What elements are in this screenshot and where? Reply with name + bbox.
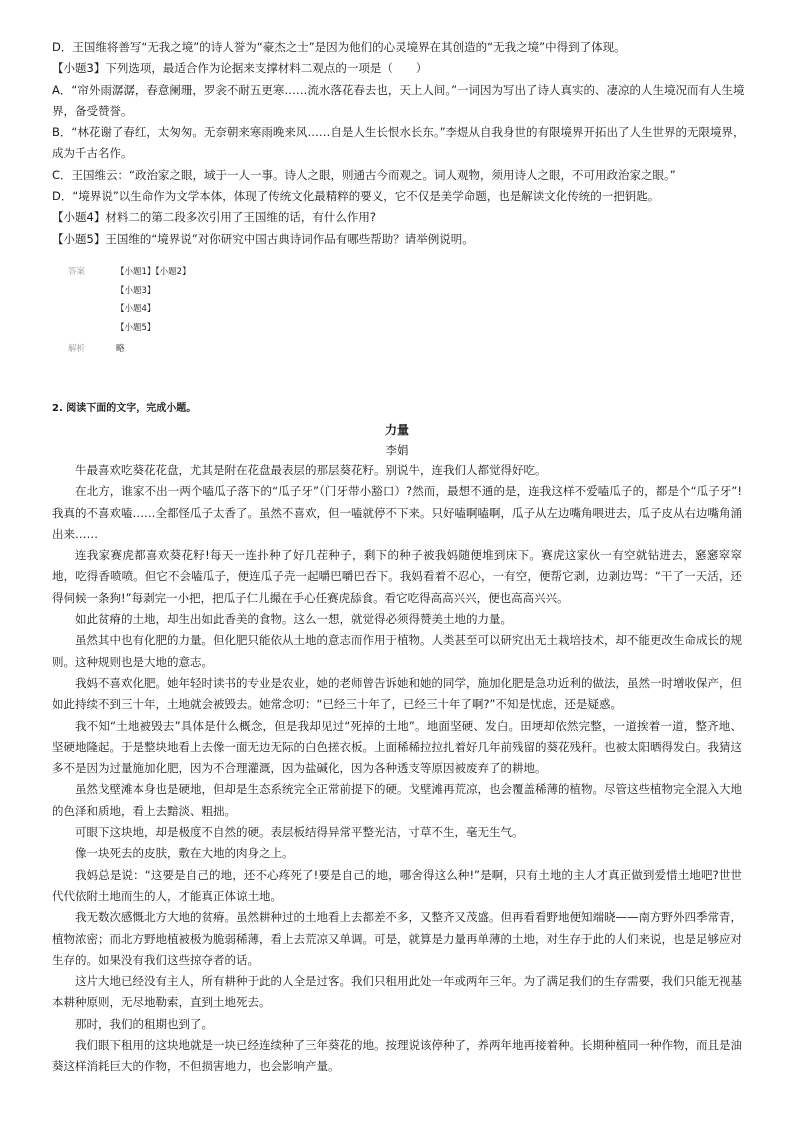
article-author: 李娟 bbox=[385, 443, 409, 457]
question-2-heading: 2. 阅读下面的文字，完成小题。 bbox=[52, 403, 197, 414]
option-c: C．王国维云：“政治家之眼，域于一人一事。诗人之眼，则通古今而观之。词人观物，须用诗人之眼，不可用政治家之眼。” bbox=[52, 167, 676, 182]
paragraph: 像一块死去的皮肤，敷在大地的肉身之上。 bbox=[75, 846, 294, 861]
paragraph: 我妈不喜欢化肥。她年轻时读书的专业是农业，她的老师曾告诉她和她的同学，施加化肥是急功近利的做法，虽然一时增收保产，但如此持续不到三十年，土地就会被毁去。她常念叨：“已经三十年了，已经三十年了啊?”不知是忧虑，还是疑惑。 bbox=[52, 675, 742, 712]
article-title: 力量 bbox=[384, 423, 409, 437]
question-options-block bbox=[52, 37, 752, 250]
paragraph: 连我家赛虎都喜欢葵花籽!每天一连扑种了好几茬种子，剩下的种子被我妈随便堆到床下。赛虎这家伙一有空就钻进去，窸窸窣窣地，吃得香喷喷。但它不会嗑瓜子，便连瓜子壳一起嚼巴嚼巴吞下。我妈看着不忍心，一有空，便帮它剥，边剥边骂：“干了一天活，还得伺候一条狗!”每剥完一小把，把瓜子仁儿撮在手心任赛虎舔食。看它吃得高高兴兴，便也高高兴兴。 bbox=[52, 548, 742, 605]
answer-row: 【小题4】 bbox=[116, 304, 156, 315]
option-a: A．“帘外雨潺潺，春意阑珊，罗衾不耐五更寒……流水落花春去也，天上人间。”一词因为写出了诗人真实的、凄凉的人生境况而有人生境界，备受赞誉。 bbox=[52, 82, 745, 118]
answer-row: 【小题3】 bbox=[116, 285, 156, 296]
answer-label: 答案 bbox=[68, 267, 86, 277]
answer-block bbox=[68, 263, 191, 359]
answer-row: 【小题5】 bbox=[116, 322, 156, 333]
option-d-q2: D．王国维将善写“无我之境”的诗人誉为“豪杰之士”是因为他们的心灵境界在其创造的“无我之境”中得到了体现。 bbox=[52, 40, 626, 54]
paragraph: 可眼下这块地，却是极度不自然的硬。表层板结得异常平整光洁，寸草不生，毫无生气。 bbox=[75, 825, 524, 840]
question-4: 【小题4】材料二的第二段多次引用了王国维的话，有什么作用? bbox=[52, 210, 376, 225]
analysis-value: 略 bbox=[116, 344, 125, 355]
question-3-stem: 【小题3】下列选项，最适合作为论据来支撑材料二观点的一项是（ ） bbox=[52, 61, 428, 76]
paragraph: 牛最喜欢吃葵花花盘，尤其是附在花盘最表层的那层葵花籽。别说牛，连我们人都觉得好吃。 bbox=[75, 463, 547, 477]
question-5: 【小题5】王国维的“境界说”对你研究中国古典诗词作品有哪些帮助？请举例说明。 bbox=[52, 231, 474, 246]
answer-row: 【小题1】【小题2】 bbox=[116, 267, 191, 277]
paragraph: 我妈总是说：“这要是自己的地，还不心疼死了!要是自己的地，哪舍得这么种!”是啊，只有土地的主人才真正做到爱惜土地吧?世世代代依附土地而生的人，才能真正体谅土地。 bbox=[52, 867, 742, 903]
paragraph: 我们眼下租用的这块地就是一块已经连续种了三年葵花的地。按理说该停种了，养两年地再接着种。长期种植同一种作物，而且是油葵这样消耗巨大的作物，不但损害地力，也会影响产量。 bbox=[52, 1038, 742, 1074]
paragraph: 我不知“土地被毁去”具体是什么概念，但是我却见过“死掉的土地”。地面坚硬、发白。田埂却依然完整，一道挨着一道，整齐地、坚硬地隆起。于是整块地看上去像一面无边无际的白色搓衣板。上面稀稀拉拉扎着好几年前残留的葵花残秆。也被太阳晒得发白。我猜这多不是因为过量施加化肥，因为不合理灌溉，因为盐碱化，因为各种透支等原因被废弃了的耕地。 bbox=[52, 718, 742, 776]
option-b: B．“林花谢了春红，太匆匆。无奈朝来寒雨晚来风……自是人生长恨水长东。”李煜从自我身世的有限境界开拓出了人生世界的无限境界，成为千古名作。 bbox=[52, 125, 745, 161]
article-body bbox=[52, 460, 742, 1078]
paragraph: 我无数次感慨北方大地的贫瘠。虽然耕种过的土地看上去都差不多，又整齐又茂盛。但再看看野地便知端晓——南方野外四季常青，植物浓密；而北方野地植被极为脆弱稀薄，看上去荒凉又单调。可是，就算是力量再单薄的土地，对生存于此的人们来说，也是足够应对生存的。如果没有我们这些掠夺者的话。 bbox=[52, 910, 742, 967]
paragraph: 虽然戈壁滩本身也是硬地，但却是生态系统完全正常前提下的硬。戈壁滩再荒凉，也会覆盖稀薄的植物。尽管这些植物完全混入大地的色泽和质地，看上去黯淡、粗拙。 bbox=[52, 782, 742, 818]
paragraph: 那时，我们的租期也到了。 bbox=[75, 1016, 213, 1031]
option-d: D．“境界说”以生命作为文学本体，体现了传统文化最精粹的要义，它不仅是美学命题，也是解读文化传统的一把钥匙。 bbox=[52, 189, 660, 204]
analysis-label: 解析 bbox=[68, 344, 86, 355]
paragraph: 在北方，谁家不出一两个嗑瓜子落下的“瓜子牙”（门牙带小豁口）?然而，最想不通的是，连我这样不爱嗑瓜子的，都是个“瓜子牙”!我真的不喜欢嗑……全都怪瓜子太香了。虽然不喜欢，但一嗑就停不下来。只好嗑啊嗑啊，瓜子从左边嘴角喂进去，瓜子皮从右边嘴角涌出来…… bbox=[52, 484, 742, 541]
paragraph: 如此贫瘠的土地，却生出如此香美的食物。这么一想，就觉得必须得赞美土地的力量。 bbox=[75, 612, 512, 627]
paragraph: 这片大地已经没有主人，所有耕种于此的人全是过客。我们只租用此处一年或两年三年。为了满足我们的生存需要，我们只能无视基本耕种原则，无尽地勒索，直到土地死去。 bbox=[52, 974, 742, 1010]
paragraph: 虽然其中也有化肥的力量。但化肥只能依从土地的意志而作用于植物。人类甚至可以研究出无土栽培技术，却不能更改生命成长的规则。这种规则也是大地的意志。 bbox=[52, 633, 742, 669]
